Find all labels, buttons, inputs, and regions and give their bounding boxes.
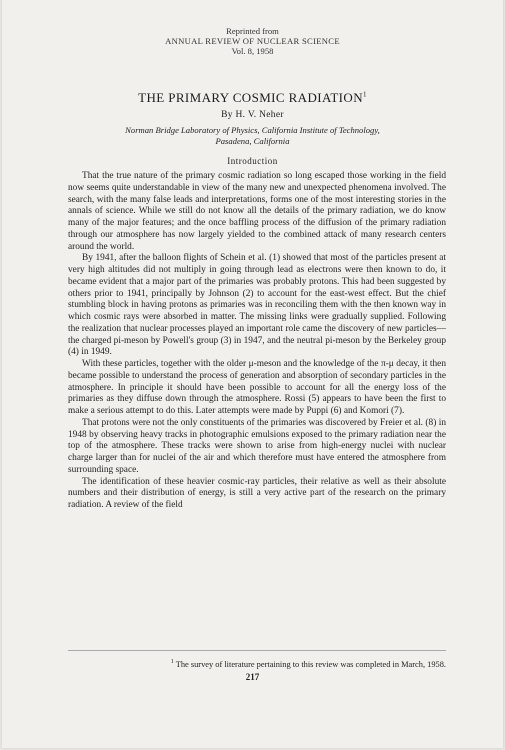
section-heading: Introduction bbox=[227, 156, 278, 166]
paper-page bbox=[2, 0, 503, 748]
footnote bbox=[68, 657, 446, 670]
journal-name: ANNUAL REVIEW OF NUCLEAR SCIENCE bbox=[165, 36, 340, 46]
volume-line: Vol. 8, 1958 bbox=[231, 46, 274, 56]
paragraph-3: With these particles, together with the older μ-meson and the knowledge of the π-μ decay, it then became possible to understand the process of generation and absorption of secondary particles in the atmosphere. In principle it should have been possible to account for all the energy loss of the primaries as they diffuse down through the atmosphere. Rossi (5) appears to have been the first to make a serious attempt to do this. Later attempts were made by Puppi (6) and Komori (7). bbox=[68, 359, 446, 416]
reprint-notice bbox=[2, 26, 503, 56]
affiliation bbox=[2, 125, 503, 147]
footnote-divider bbox=[68, 650, 446, 651]
paragraph-4: That protons were not the only constituents of the primaries was discovered by Freier et al. (8) in 1948 by observing heavy tracks in photographic emulsions exposed to the primary radiation near the top of the atmosphere. These tracks were shown to arise from high-energy nuclei with nuclear charge larger than for nuclei of the air and which therefore must have entered the atmosphere from surrounding space. bbox=[68, 417, 446, 475]
paragraph-2: By 1941, after the balloon flights of Schein et al. (1) showed that most of the particles present at very high altitudes did not multiply in going through lead as electrons were then known to do, it became evident that a major part of the primaries was probably protons. This had been suggested by others prior to 1941, principally by Johnson (2) to account for the east-west effect. But the chief stumbling block in having protons as primaries was in reconciling them with the then known way in which cosmic rays were absorbed in matter. The missing links were gradually supplied. Following the realization that nuclear processes played an important role came the discovery of new particles—the charged pi-meson by Powell's group (3) in 1947, and the neutral pi-meson by the Berkeley group (4) in 1949. bbox=[68, 253, 446, 358]
paragraph-5: The identification of these heavier cosmic-ray particles, their relative as well as their absolute numbers and their distribution of energy, is still a very active part of the research on the primary radiation. A review of the field bbox=[68, 476, 446, 510]
reprint-line-1: Reprinted from bbox=[226, 26, 279, 36]
footnote-mark: 1 bbox=[170, 659, 174, 665]
title-footnote-mark: 1 bbox=[362, 90, 367, 99]
paragraph-1: That the true nature of the primary cosmic radiation so long escaped those working in the field now seems quite understandable in view of the many new and unexpected phenomena involved. The search, with the many false leads and interpretations, forms one of the most interesting stories in the annals of science. While we still do not know all the details of the primary radiation, we do know many of the major features; and the once baffling process of the diffusion of the primary radiation through our atmosphere has now largely yielded to the combined attack of many research centers around the world. bbox=[68, 171, 446, 252]
page-number: 217 bbox=[245, 672, 260, 682]
affiliation-line-2: Pasadena, California bbox=[215, 136, 290, 146]
body-text bbox=[68, 171, 446, 512]
paper-title bbox=[2, 90, 503, 106]
affiliation-line-1: Norman Bridge Laboratory of Physics, California Institute of Technology, bbox=[125, 125, 380, 135]
footnote-text: The survey of literature pertaining to this review was completed in March, 1958. bbox=[175, 659, 446, 669]
paper-title-text: THE PRIMARY COSMIC RADIATION bbox=[138, 90, 363, 105]
author-line: By H. V. Neher bbox=[221, 110, 284, 120]
